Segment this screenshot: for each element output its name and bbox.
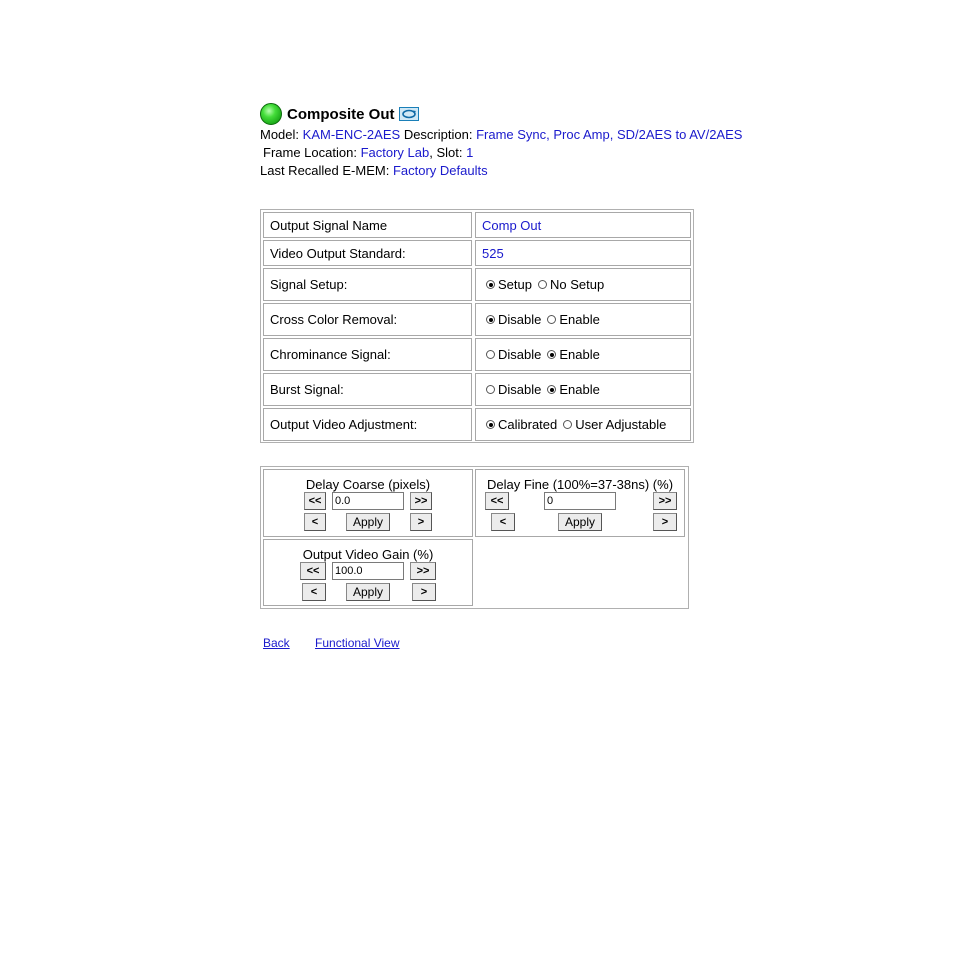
option-label: Calibrated [498, 417, 558, 432]
setting-label: Burst Signal: [263, 373, 472, 406]
model-label: Model: [260, 127, 300, 142]
option-label: Enable [559, 312, 600, 327]
delay-coarse-back-button[interactable]: < [304, 513, 326, 531]
radio-unselected-icon[interactable] [538, 280, 547, 289]
delay-fine-label: Delay Fine (100%=37-38ns) (%) [486, 477, 674, 492]
page-title: Composite Out [287, 105, 395, 123]
last-recalled-line [260, 162, 742, 180]
radio-selected-icon[interactable] [486, 280, 495, 289]
gain-fast-fwd-button[interactable]: >> [410, 562, 436, 580]
option-label: Disable [498, 347, 542, 362]
output-video-gain-label: Output Video Gain (%) [302, 547, 434, 562]
signal-setup-nosetup-radio[interactable] [534, 277, 604, 292]
cross-color-enable-radio[interactable] [543, 312, 599, 327]
description-label: Description: [403, 127, 473, 142]
delay-fine-apply-button[interactable]: Apply [558, 513, 602, 531]
signal-setup-options [475, 268, 691, 301]
footer-links [263, 636, 422, 650]
radio-selected-icon[interactable] [486, 420, 495, 429]
delay-fine-back-button[interactable]: < [491, 513, 515, 531]
table-row [263, 268, 691, 301]
burst-signal-options [475, 373, 691, 406]
setting-label: Cross Color Removal: [263, 303, 472, 336]
setting-label: Chrominance Signal: [263, 338, 472, 371]
radio-selected-icon[interactable] [486, 315, 495, 324]
output-video-gain-control [263, 539, 473, 606]
table-row [263, 240, 691, 266]
delay-coarse-fast-fwd-button[interactable]: >> [410, 492, 432, 510]
radio-unselected-icon[interactable] [486, 385, 495, 394]
slot-value: 1 [466, 145, 474, 160]
description-value: Frame Sync, Proc Amp, SD/2AES to AV/2AES [476, 127, 743, 142]
last-recalled-value: Factory Defaults [392, 163, 488, 178]
table-row [263, 303, 691, 336]
video-output-standard-value: 525 [475, 240, 691, 266]
signal-setup-setup-radio[interactable] [482, 277, 532, 292]
setting-label: Output Video Adjustment: [263, 408, 472, 441]
title-row [260, 102, 742, 126]
option-label: Enable [559, 347, 600, 362]
model-line [260, 126, 742, 144]
table-row [263, 338, 691, 371]
frame-location-line [260, 144, 742, 162]
option-label: Disable [498, 382, 542, 397]
output-video-adjustment-options [475, 408, 691, 441]
gain-fast-back-button[interactable]: << [300, 562, 326, 580]
gain-fwd-button[interactable]: > [412, 583, 436, 601]
radio-unselected-icon[interactable] [547, 315, 556, 324]
option-label: No Setup [549, 277, 605, 292]
radio-unselected-icon[interactable] [563, 420, 572, 429]
delay-coarse-fast-back-button[interactable]: << [304, 492, 326, 510]
table-row [263, 408, 691, 441]
chrominance-enable-radio[interactable] [543, 347, 599, 362]
chrominance-signal-options [475, 338, 691, 371]
chrominance-disable-radio[interactable] [482, 347, 541, 362]
header [260, 102, 742, 180]
radio-selected-icon[interactable] [547, 350, 556, 359]
refresh-icon[interactable] [399, 107, 419, 121]
burst-enable-radio[interactable] [543, 382, 599, 397]
status-indicator-icon [260, 103, 282, 125]
delay-coarse-input[interactable] [332, 492, 404, 510]
delay-coarse-control [263, 469, 473, 537]
option-label: Enable [559, 382, 600, 397]
delay-coarse-fwd-button[interactable]: > [410, 513, 432, 531]
delay-fine-fast-fwd-button[interactable]: >> [653, 492, 677, 510]
setting-label: Signal Setup: [263, 268, 472, 301]
model-value: KAM-ENC-2AES [302, 127, 401, 142]
radio-selected-icon[interactable] [547, 385, 556, 394]
gain-back-button[interactable]: < [302, 583, 326, 601]
setting-label: Video Output Standard: [263, 240, 472, 266]
table-row [263, 212, 691, 238]
frame-location-label: Frame Location: [263, 145, 357, 160]
adjustment-user-radio[interactable] [559, 417, 666, 432]
output-signal-name-value: Comp Out [475, 212, 691, 238]
option-label: User Adjustable [575, 417, 667, 432]
setting-label: Output Signal Name [263, 212, 472, 238]
delay-fine-fwd-button[interactable]: > [653, 513, 677, 531]
option-label: Setup [498, 277, 532, 292]
option-label: Disable [498, 312, 542, 327]
delay-fine-control [475, 469, 685, 537]
adjustment-calibrated-radio[interactable] [482, 417, 557, 432]
back-link[interactable]: Back [263, 636, 290, 650]
slot-label: , Slot: [429, 145, 463, 160]
burst-disable-radio[interactable] [482, 382, 541, 397]
frame-location-value: Factory Lab [360, 145, 430, 160]
output-video-gain-input[interactable] [332, 562, 404, 580]
table-row [263, 373, 691, 406]
delay-coarse-apply-button[interactable]: Apply [346, 513, 390, 531]
settings-table [260, 209, 694, 443]
delay-fine-fast-back-button[interactable]: << [485, 492, 509, 510]
cross-color-disable-radio[interactable] [482, 312, 541, 327]
gain-apply-button[interactable]: Apply [346, 583, 390, 601]
controls-table [260, 466, 689, 609]
functional-view-link[interactable]: Functional View [315, 636, 400, 650]
last-recalled-label: Last Recalled E-MEM: [260, 163, 390, 178]
radio-unselected-icon[interactable] [486, 350, 495, 359]
delay-fine-input[interactable] [544, 492, 616, 510]
delay-coarse-label: Delay Coarse (pixels) [305, 477, 431, 492]
cross-color-removal-options [475, 303, 691, 336]
